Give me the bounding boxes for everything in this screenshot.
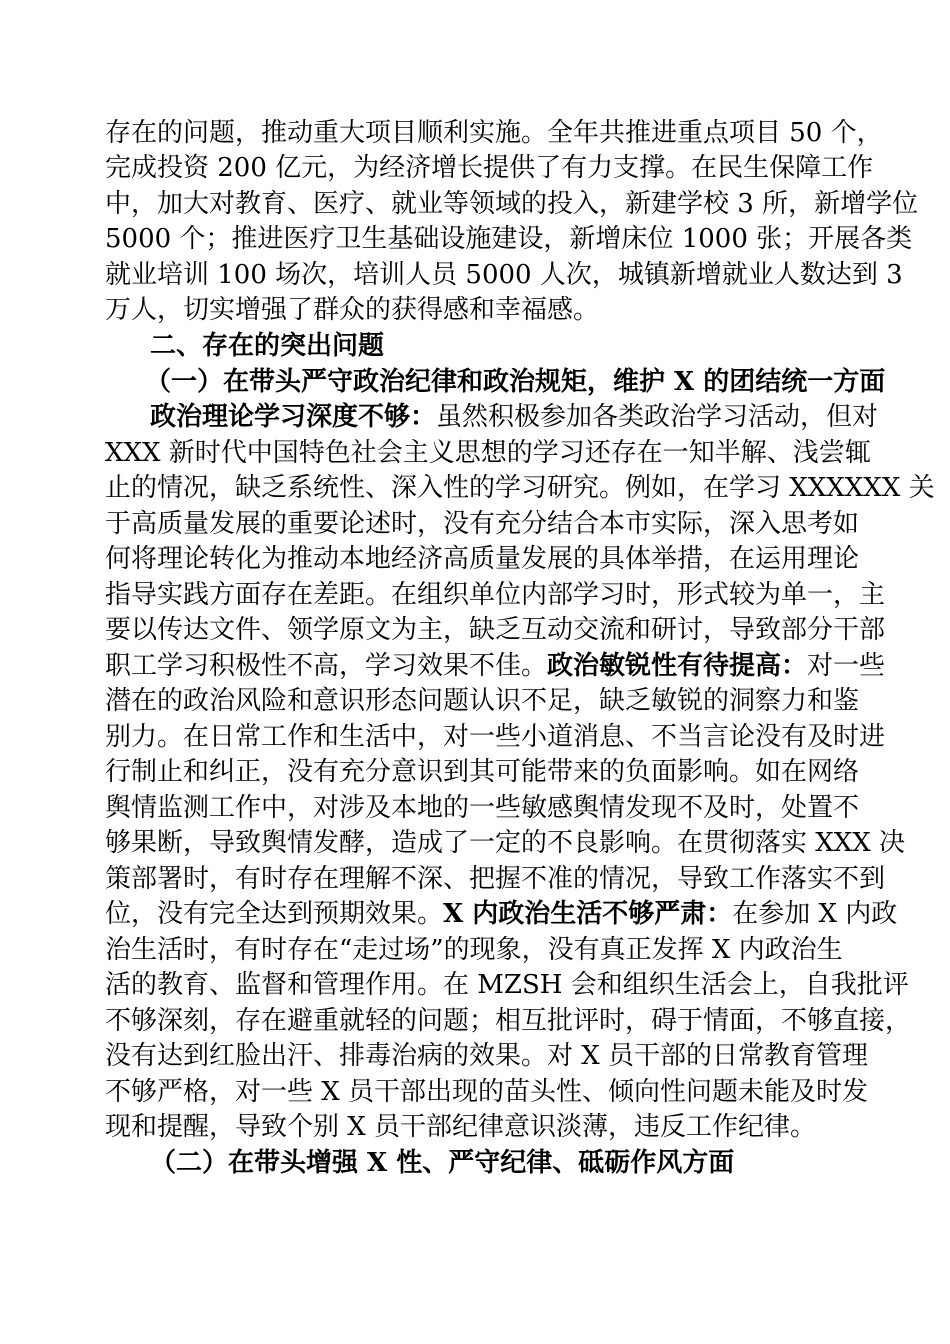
body-line: 不够严格，对一些 X 员干部出现的苗头性、倾向性问题未能及时发 [105,1077,869,1107]
body-line: XXX 新时代中国特色社会主义思想的学习还存在一知半解、浅尝辄 [105,438,871,468]
body-line: 潜在的政治风险和意识形态问题认识不足，缺乏敏锐的洞察力和鉴 [105,686,860,716]
body-line: 舆情监测工作中，对涉及本地的一些敏感舆情发现不及时，处置不 [105,793,860,823]
body-line: 万人，切实增强了群众的获得感和幸福感。 [105,295,600,325]
body-line: 策部署时，有时存在理解不深、把握不准的情况，导致工作落实不到 [105,864,886,894]
body-line: 存在的问题，推动重大项目顺利实施。全年共推进重点项目 50 个， [105,118,883,148]
body-line: 别力。在日常工作和生活中，对一些小道消息、不当言论没有及时进 [105,722,886,752]
body-line: 够果断，导致舆情发酵，造成了一定的不良影响。在贯彻落实 XXX 决 [105,828,906,858]
body-line: 止的情况，缺乏系统性、深入性的学习研究。例如，在学习 XXXXXX 关 [105,473,935,503]
body-line: 不够深刻，存在避重就轻的问题；相互批评时，碍于情面，不够直接， [105,1006,912,1036]
section-heading: 二、存在的突出问题 [150,331,385,361]
bold-lead-in: 政治理论学习深度不够： [150,402,437,432]
bold-lead-in: X 内政治生活不够严肃： [443,899,733,929]
subsection-heading: （一）在带头严守政治纪律和政治规矩，维护 X 的团结统一方面 [145,367,886,397]
bold-lead-in: 政治敏锐性有待提高： [547,651,808,681]
subsection-heading: （二）在带头增强 X 性、严守纪律、砥砺作风方面 [150,1148,735,1178]
body-text: 在参加 X 内政 [732,899,898,929]
body-line: 指导实践方面存在差距。在组织单位内部学习时，形式较为单一，主 [105,580,886,610]
body-line [105,649,886,683]
body-text: 位，没有完全达到预期效果。 [105,899,444,929]
body-line [150,400,879,434]
body-line: 就业培训 100 场次，培训人员 5000 人次，城镇新增就业人数达到 3 [105,260,903,290]
body-line: 行制止和纠正，没有充分意识到其可能带来的负面影响。如在网络 [105,757,860,787]
body-line: 完成投资 200 亿元，为经济增长提供了有力支撑。在民生保障工作 [105,153,874,183]
body-line: 没有达到红脸出汗、排毒治病的效果。对 X 员干部的日常教育管理 [105,1041,869,1071]
body-line: 5000 个；推进医疗卫生基础设施建设，新增床位 1000 张；开展各类 [105,224,913,254]
body-line: 要以传达文件、领学原文为主，缺乏互动交流和研讨，导致部分干部 [105,615,886,645]
body-line: 治生活时，有时存在“走过场”的现象，没有真正发挥 X 内政治生 [105,935,843,965]
body-text: 虽然积极参加各类政治学习活动，但对 [436,402,879,432]
body-line: 现和提醒，导致个别 X 员干部纪律意识淡薄，违反工作纪律。 [105,1112,817,1142]
body-line: 活的教育、监督和管理作用。在 MZSH 会和组织生活会上，自我批评 [105,970,909,1000]
body-text: 对一些 [807,651,886,681]
body-line [105,897,898,931]
body-line: 中，加大对教育、医疗、就业等领域的投入，新建学校 3 所，新增学位 [105,189,919,219]
body-line: 于高质量发展的重要论述时，没有充分结合本市实际，深入思考如 [105,509,860,539]
body-line: 何将理论转化为推动本地经济高质量发展的具体举措，在运用理论 [105,544,860,574]
body-text: 职工学习积极性不高，学习效果不佳。 [105,651,548,681]
